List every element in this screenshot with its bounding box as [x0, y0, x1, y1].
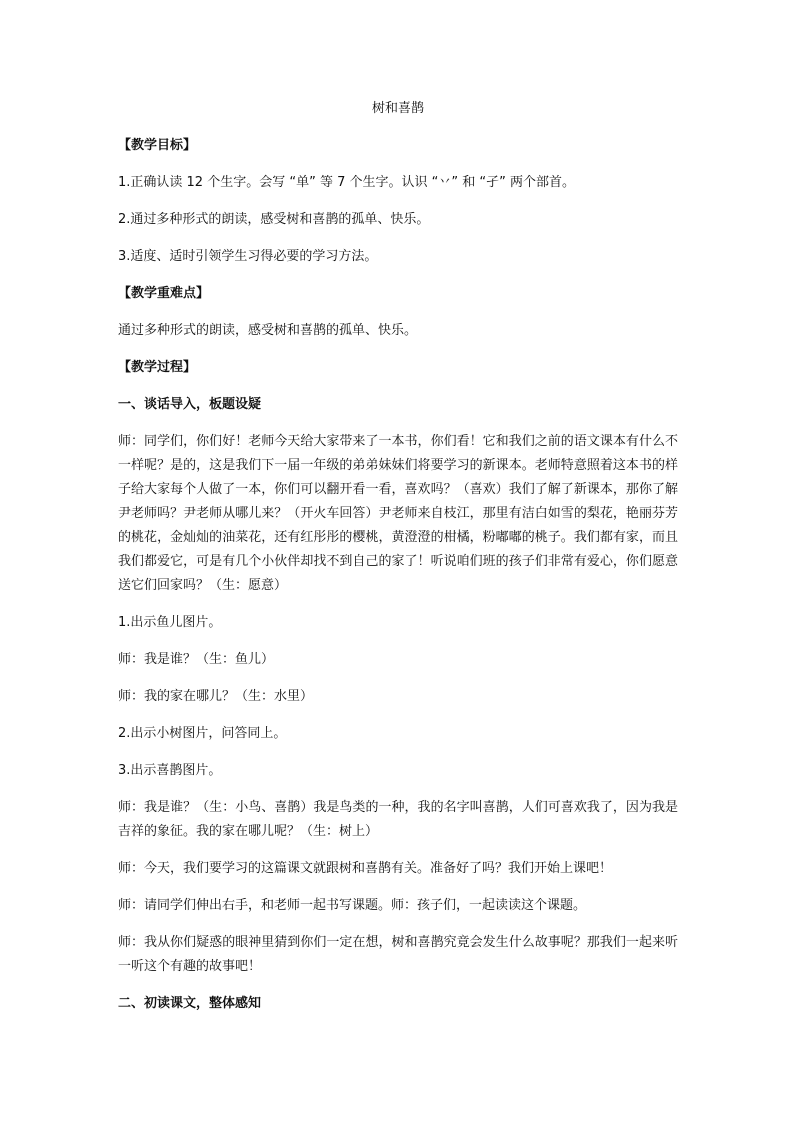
page-title: 树和喜鹊 [371, 101, 424, 116]
paragraph: 2.通过多种形式的朗读，感受树和喜鹊的孤单、快乐。 [118, 212, 430, 227]
document-body [118, 134, 678, 1016]
section-heading: 【教学重难点】 [118, 286, 210, 301]
paragraph: 师：我是谁？（生：鱼儿） [118, 652, 275, 667]
paragraph: 师：我从你们疑惑的眼神里猜到你们一定在想，树和喜鹊究竟会发生什么故事呢？那我们一起来听一听这个有趣的故事吧！ [118, 935, 678, 974]
paragraph: 1.出示鱼儿图片。 [118, 615, 222, 630]
paragraph: 3.出示喜鹊图片。 [118, 763, 222, 778]
section-heading: 【教学过程】 [118, 360, 197, 375]
paragraph: 1.正确认读 12 个生字。会写 “单” 等 7 个生字。认识 “丷” 和 “孑” 两个部首。 [118, 175, 575, 190]
subsection-heading: 一、谈话导入，板题设疑 [118, 397, 262, 412]
paragraph: 师：今天，我们要学习的这篇课文就跟树和喜鹊有关。准备好了吗？我们开始上课吧！ [118, 861, 613, 876]
paragraph: 3.适度、适时引领学生习得必要的学习方法。 [118, 249, 378, 264]
paragraph: 师：我的家在哪儿？（生：水里） [118, 689, 314, 704]
paragraph: 师：同学们，你们好！老师今天给大家带来了一本书，你们看！它和我们之前的语文课本有什么不一样呢？是的，这是我们下一届一年级的弟弟妹妹们将要学习的新课本。老师特意照着这本书的样子给大家每个人做了一本，你们可以翻开看一看，喜欢吗？（喜欢）我们了解了新课本，那你了解尹老师吗？尹老师从哪儿来？（开火车回答）尹老师来自枝江，那里有洁白如雪的梨花，艳丽芬芳的桃花，金灿灿的油菜花，还有红彤彤的樱桃，黄澄澄的柑橘，粉嘟嘟的桃子。我们都有家，而且我们都爱它，可是有几个小伙伴却找不到自己的家了！听说咱们班的孩子们非常有爱心，你们愿意送它们回家吗？（生：愿意） [118, 434, 678, 593]
paragraph: 师：请同学们伸出右手，和老师一起书写课题。师：孩子们，一起读读这个课题。 [118, 898, 587, 913]
subsection-heading: 二、初读课文，整体感知 [118, 996, 262, 1011]
document-content [118, 96, 678, 1029]
paragraph: 通过多种形式的朗读，感受树和喜鹊的孤单、快乐。 [118, 323, 418, 338]
section-heading: 【教学目标】 [118, 138, 197, 153]
paragraph: 2.出示小树图片，问答同上。 [118, 726, 287, 741]
paragraph: 师：我是谁？（生：小鸟、喜鹊）我是鸟类的一种，我的名字叫喜鹊，人们可喜欢我了，因为我是吉祥的象征。我的家在哪儿呢？（生：树上） [118, 800, 678, 839]
